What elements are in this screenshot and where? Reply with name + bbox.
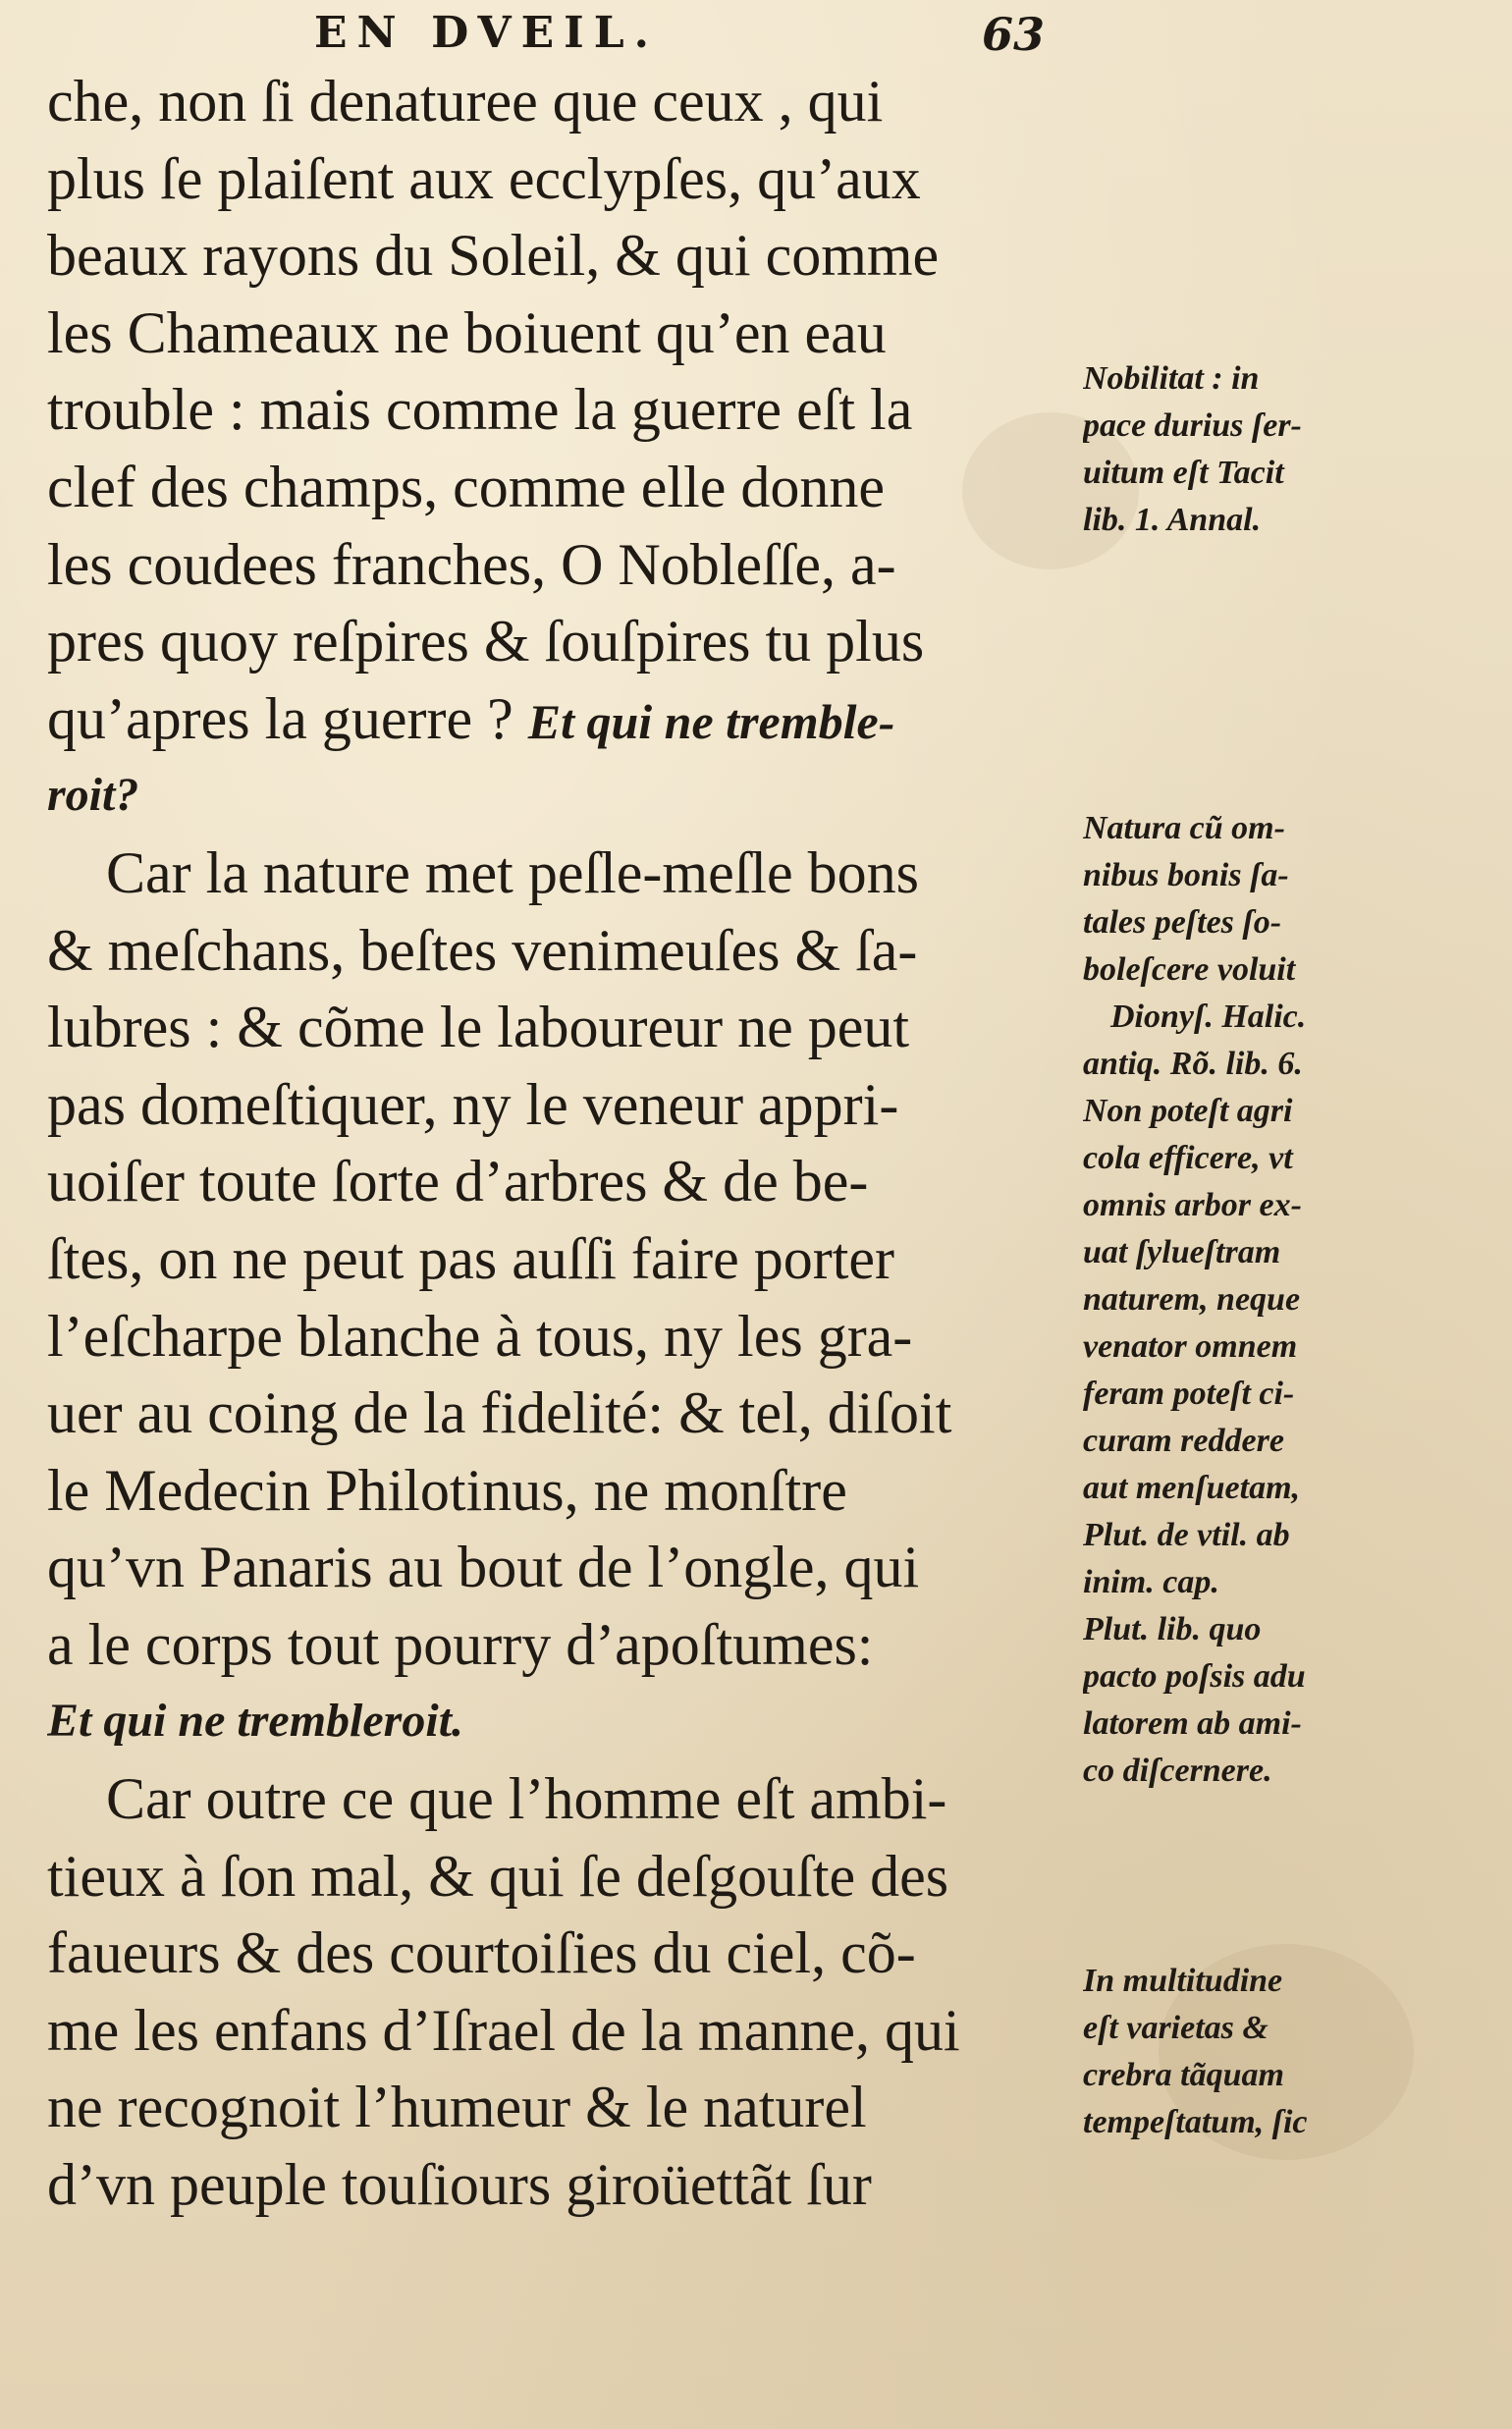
page-header xyxy=(314,8,1060,67)
text-line: che, non ſi denaturee que ceux , qui xyxy=(47,69,884,134)
text-line: a le corps tout pourry d’apoſtumes: xyxy=(47,1611,874,1677)
main-text-column xyxy=(47,63,1073,2224)
note-line: latorem ab ami- xyxy=(1083,1705,1302,1742)
note-line: Non poteſt agri xyxy=(1083,1093,1293,1129)
note-line: antiq. Rõ. lib. 6. xyxy=(1083,1046,1303,1082)
note-line: tempeſtatum, ſic xyxy=(1083,2104,1308,2140)
text-line: roit? xyxy=(47,769,139,822)
note-line: tales peſtes ſo- xyxy=(1083,904,1282,941)
text-line: plus ſe plaiſent aux ecclypſes, qu’aux xyxy=(47,145,921,211)
note-line: In multitudine xyxy=(1083,1963,1283,1999)
text-line: & meſchans, beſtes venimeuſes & ſa- xyxy=(47,917,918,983)
note-line: cola efficere, vt xyxy=(1083,1140,1293,1176)
page-number: 63 xyxy=(982,8,1046,61)
text-line: les Chameaux ne boiuent qu’en eau xyxy=(47,299,887,365)
note-line: venator omnem xyxy=(1083,1328,1298,1365)
note-line: Nobilitat : in xyxy=(1083,360,1260,397)
note-line: lib. 1. Annal. xyxy=(1083,502,1262,538)
text-line: l’eſcharpe blanche à tous, ny les gra- xyxy=(47,1303,913,1369)
note-line: pace durius ſer- xyxy=(1083,407,1302,444)
text-line: uer au coing de la fidelité: & tel, diſoit xyxy=(47,1380,952,1446)
note-line: crebra tãquam xyxy=(1083,2057,1284,2093)
note-line: Dionyſ. Halic. xyxy=(1110,999,1307,1035)
text-line: faueurs & des courtoiſies du ciel, cõ- xyxy=(47,1920,916,1986)
note-line: naturem, neque xyxy=(1083,1281,1301,1318)
text-line: ne recognoit l’humeur & le naturel xyxy=(47,2075,867,2140)
text-line: beaux rayons du Soleil, & qui comme xyxy=(47,223,940,289)
text-line: le Medecin Philotinus, ne monſtre xyxy=(47,1457,847,1523)
text-line: tieux à ſon mal, & qui ſe deſgouſte des xyxy=(47,1843,949,1909)
text-line: clef des champs, comme elle donne xyxy=(47,454,886,519)
note-line: inim. cap. xyxy=(1083,1564,1219,1600)
running-head: EN DVEIL. xyxy=(314,8,659,58)
note-line: boleſcere voluit xyxy=(1083,951,1296,988)
note-line: aut menſuetam, xyxy=(1083,1470,1301,1506)
text-segment: qu’apres la guerre ? xyxy=(47,685,513,751)
margin-note xyxy=(1083,355,1377,544)
margin-note xyxy=(1083,1958,1377,2146)
text-line: d’vn peuple touſiours giroüettãt ſur xyxy=(47,2152,872,2218)
text-line: Car la nature met peſle-meſle bons xyxy=(106,839,920,905)
note-line: co diſcernere. xyxy=(1083,1753,1272,1789)
note-line: Plut. de vtil. ab xyxy=(1083,1517,1290,1553)
text-line: pas domeſtiquer, ny le veneur appri- xyxy=(47,1071,899,1137)
note-line: pacto poſsis adu xyxy=(1083,1658,1306,1695)
margin-note xyxy=(1083,805,1377,1795)
text-line: ſtes, on ne peut pas auſſi faire porter xyxy=(47,1225,895,1291)
text-line-with-refrain xyxy=(47,680,1073,758)
note-line: Natura cũ om- xyxy=(1083,810,1285,846)
note-line: Plut. lib. quo xyxy=(1083,1611,1262,1647)
text-line: me les enfans d’Iſrael de la manne, qui xyxy=(47,1997,960,2063)
text-line: les coudees franches, O Nobleſſe, a- xyxy=(47,531,896,597)
text-line: pres quoy reſpires & ſouſpires tu plus xyxy=(47,609,925,675)
note-line: omnis arbor ex- xyxy=(1083,1187,1302,1223)
refrain-italic: Et qui ne trembleroit. xyxy=(47,1695,464,1748)
note-line: nibus bonis ſa- xyxy=(1083,857,1289,893)
note-line: uitum eſt Tacit xyxy=(1083,455,1284,491)
text-line: trouble : mais comme la guerre eſt la xyxy=(47,377,913,443)
text-line: uoiſer toute ſorte d’arbres & de be- xyxy=(47,1149,869,1214)
text-line: qu’vn Panaris au bout de l’ongle, qui xyxy=(47,1535,920,1600)
note-line: uat ſylueſtram xyxy=(1083,1234,1281,1270)
note-line: eſt varietas & xyxy=(1083,2010,1269,2046)
note-line: curam reddere xyxy=(1083,1423,1284,1459)
text-line: lubres : & cõme le laboureur ne peut xyxy=(47,995,910,1060)
text-line: Car outre ce que l’homme eſt ambi- xyxy=(106,1766,947,1832)
refrain-italic: Et qui ne tremble- xyxy=(527,693,895,749)
note-line: feram poteſt ci- xyxy=(1083,1376,1295,1412)
